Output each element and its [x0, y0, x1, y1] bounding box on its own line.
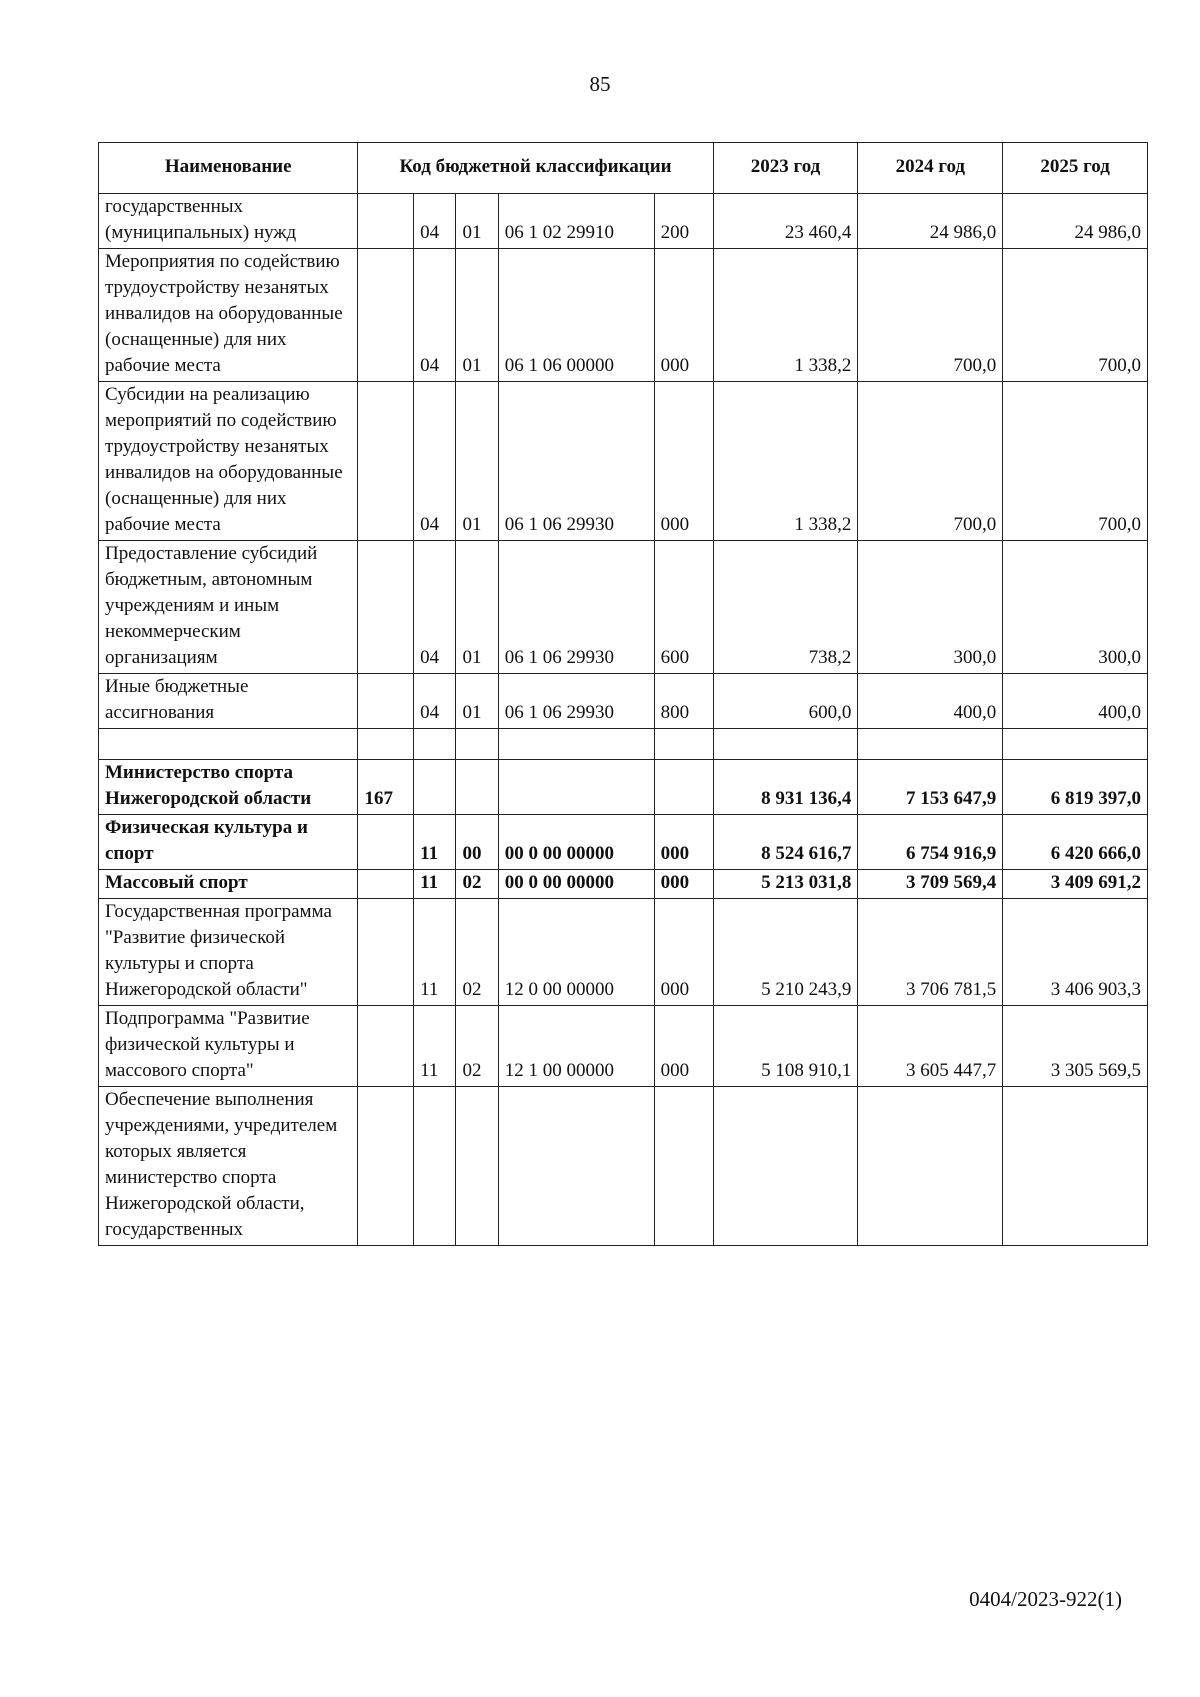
cell-section	[414, 760, 456, 815]
cell-expense-type: 800	[654, 674, 713, 729]
cell-2025	[1003, 1087, 1148, 1246]
empty-cell	[358, 729, 414, 760]
cell-target-article: 06 1 06 29930	[498, 674, 654, 729]
cell-expense-type	[654, 1087, 713, 1246]
table-row	[99, 870, 1148, 899]
header-name: Наименование	[99, 143, 358, 194]
cell-expense-type: 200	[654, 194, 713, 249]
table-row	[99, 541, 1148, 674]
cell-section: 11	[414, 870, 456, 899]
cell-expense-type	[654, 760, 713, 815]
cell-subsection: 01	[456, 541, 498, 674]
cell-2023: 1 338,2	[713, 249, 858, 382]
table-row	[99, 674, 1148, 729]
header-2025: 2025 год	[1003, 143, 1148, 194]
cell-expense-type: 000	[654, 249, 713, 382]
cell-subsection: 00	[456, 815, 498, 870]
cell-name: Предоставление субсидий бюджетным, автономным учреждениям и иным некоммерческим организациям	[99, 541, 358, 674]
cell-expense-type: 600	[654, 541, 713, 674]
cell-2025: 700,0	[1003, 249, 1148, 382]
empty-cell	[498, 729, 654, 760]
cell-target-article: 06 1 06 29930	[498, 541, 654, 674]
cell-ved	[358, 815, 414, 870]
cell-section: 11	[414, 899, 456, 1006]
table-row	[99, 815, 1148, 870]
cell-name: Субсидии на реализацию мероприятий по содействию трудоустройству незанятых инвалидов на оборудованные (оснащенные) для них рабочие места	[99, 382, 358, 541]
cell-2025: 400,0	[1003, 674, 1148, 729]
cell-name: государственных (муниципальных) нужд	[99, 194, 358, 249]
cell-section: 11	[414, 815, 456, 870]
empty-cell	[654, 729, 713, 760]
cell-2025: 3 305 569,5	[1003, 1006, 1148, 1087]
cell-ved	[358, 541, 414, 674]
cell-2025: 6 420 666,0	[1003, 815, 1148, 870]
cell-subsection	[456, 760, 498, 815]
cell-section: 04	[414, 541, 456, 674]
cell-2023: 5 108 910,1	[713, 1006, 858, 1087]
table-row	[99, 1087, 1148, 1246]
cell-name: Иные бюджетные ассигнования	[99, 674, 358, 729]
cell-2024: 300,0	[858, 541, 1003, 674]
cell-ved	[358, 870, 414, 899]
header-code: Код бюджетной классификации	[358, 143, 713, 194]
cell-name: Обеспечение выполнения учреждениями, учредителем которых является министерство спорта Нижегородской области, государственных	[99, 1087, 358, 1246]
cell-section: 11	[414, 1006, 456, 1087]
cell-section: 04	[414, 674, 456, 729]
cell-target-article: 00 0 00 00000	[498, 870, 654, 899]
cell-target-article: 06 1 06 29930	[498, 382, 654, 541]
cell-2024	[858, 1087, 1003, 1246]
cell-2023: 1 338,2	[713, 382, 858, 541]
cell-2023	[713, 1087, 858, 1246]
cell-section	[414, 1087, 456, 1246]
cell-section: 04	[414, 194, 456, 249]
cell-subsection: 01	[456, 194, 498, 249]
cell-ved	[358, 249, 414, 382]
cell-target-article	[498, 760, 654, 815]
table-row	[99, 760, 1148, 815]
cell-subsection: 02	[456, 1006, 498, 1087]
cell-2023: 600,0	[713, 674, 858, 729]
cell-2023: 8 524 616,7	[713, 815, 858, 870]
empty-cell	[1003, 729, 1148, 760]
cell-target-article: 06 1 06 00000	[498, 249, 654, 382]
cell-target-article: 00 0 00 00000	[498, 815, 654, 870]
cell-section: 04	[414, 249, 456, 382]
cell-ved	[358, 1087, 414, 1246]
cell-expense-type: 000	[654, 870, 713, 899]
empty-cell	[456, 729, 498, 760]
cell-name: Физическая культура и спорт	[99, 815, 358, 870]
cell-name: Массовый спорт	[99, 870, 358, 899]
cell-name: Министерство спорта Нижегородской области	[99, 760, 358, 815]
cell-2025: 300,0	[1003, 541, 1148, 674]
table-row	[99, 382, 1148, 541]
cell-2025: 700,0	[1003, 382, 1148, 541]
cell-target-article: 06 1 02 29910	[498, 194, 654, 249]
header-2023: 2023 год	[713, 143, 858, 194]
cell-name: Подпрограмма "Развитие физической культуры и массового спорта"	[99, 1006, 358, 1087]
empty-cell	[858, 729, 1003, 760]
cell-subsection	[456, 1087, 498, 1246]
empty-cell	[99, 729, 358, 760]
document-code: 0404/2023-922(1)	[969, 1587, 1122, 1611]
cell-target-article: 12 1 00 00000	[498, 1006, 654, 1087]
cell-2025: 24 986,0	[1003, 194, 1148, 249]
cell-2023: 738,2	[713, 541, 858, 674]
cell-name: Мероприятия по содействию трудоустройству незанятых инвалидов на оборудованные (оснащенные) для них рабочие места	[99, 249, 358, 382]
cell-expense-type: 000	[654, 815, 713, 870]
cell-ved	[358, 382, 414, 541]
cell-target-article: 12 0 00 00000	[498, 899, 654, 1006]
cell-2024: 700,0	[858, 249, 1003, 382]
spacer-row	[99, 729, 1148, 760]
table-row	[99, 899, 1148, 1006]
cell-2025: 6 819 397,0	[1003, 760, 1148, 815]
cell-subsection: 02	[456, 899, 498, 1006]
cell-2024: 24 986,0	[858, 194, 1003, 249]
empty-cell	[414, 729, 456, 760]
cell-2025: 3 409 691,2	[1003, 870, 1148, 899]
budget-table	[98, 142, 1148, 1246]
cell-subsection: 01	[456, 674, 498, 729]
cell-2024: 400,0	[858, 674, 1003, 729]
cell-2023: 23 460,4	[713, 194, 858, 249]
cell-ved	[358, 194, 414, 249]
table-body	[99, 194, 1148, 1246]
cell-expense-type: 000	[654, 1006, 713, 1087]
cell-2023: 5 210 243,9	[713, 899, 858, 1006]
cell-subsection: 01	[456, 382, 498, 541]
cell-expense-type: 000	[654, 382, 713, 541]
cell-target-article	[498, 1087, 654, 1246]
cell-2024: 3 605 447,7	[858, 1006, 1003, 1087]
cell-2024: 3 706 781,5	[858, 899, 1003, 1006]
cell-2023: 8 931 136,4	[713, 760, 858, 815]
cell-section: 04	[414, 382, 456, 541]
cell-2025: 3 406 903,3	[1003, 899, 1148, 1006]
cell-subsection: 01	[456, 249, 498, 382]
cell-ved	[358, 899, 414, 1006]
cell-2024: 6 754 916,9	[858, 815, 1003, 870]
header-2024: 2024 год	[858, 143, 1003, 194]
cell-2024: 7 153 647,9	[858, 760, 1003, 815]
cell-2024: 3 709 569,4	[858, 870, 1003, 899]
cell-name: Государственная программа "Развитие физической культуры и спорта Нижегородской области"	[99, 899, 358, 1006]
cell-2024: 700,0	[858, 382, 1003, 541]
table-row	[99, 249, 1148, 382]
cell-ved	[358, 1006, 414, 1087]
table-header-row	[99, 143, 1148, 194]
table-row	[99, 194, 1148, 249]
page-number: 85	[589, 72, 611, 96]
cell-expense-type: 000	[654, 899, 713, 1006]
cell-ved	[358, 674, 414, 729]
cell-2023: 5 213 031,8	[713, 870, 858, 899]
table-row	[99, 1006, 1148, 1087]
empty-cell	[713, 729, 858, 760]
cell-ved: 167	[358, 760, 414, 815]
cell-subsection: 02	[456, 870, 498, 899]
